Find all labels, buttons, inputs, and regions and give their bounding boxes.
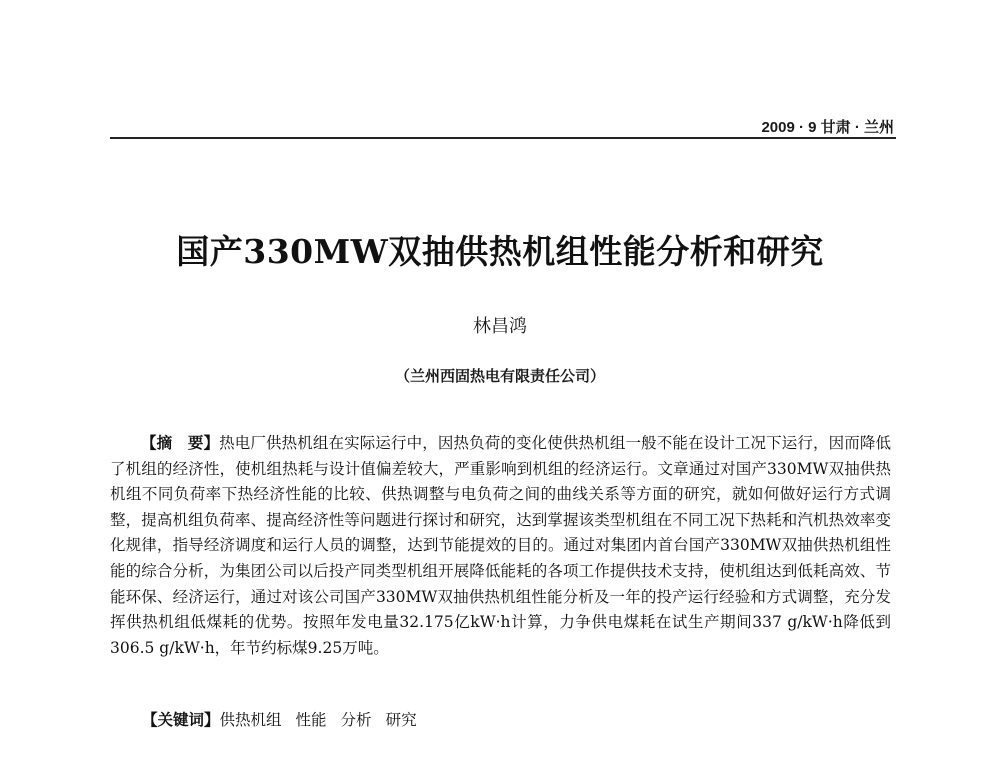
abstract <box>110 430 891 661</box>
abstract-text: 热电厂供热机组在实际运行中，因热负荷的变化使供热机组一般不能在设计工况下运行，因而降低了机组的经济性，使机组热耗与设计值偏差较大，严重影响到机组的经济运行。文章通过对国产330MW双抽供热机组不同负荷率下热经济性能的比较、供热调整与电负荷之间的曲线关系等方面的研究，就如何做好运行方式调整，提高机组负荷率、提高经济性等问题进行探讨和研究，达到掌握该类型机组在不同工况下热耗和汽机热效率变化规律，指导经济调度和运行人员的调整，达到节能提效的目的。通过对集团内首台国产330MW双抽供热机组性能的综合分析，为集团公司以后投产同类型机组开展降低能耗的各项工作提供技术支持，使机组达到低耗高效、节能环保、经济运行，通过对该公司国产330MW双抽供热机组性能分析及一年的投产运行经验和方式调整，充分发挥供热机组低煤耗的优势。按照年发电量32.175亿kW·h计算，力争供电煤耗在试生产期间337 g/kW·h降低到306.5 g/kW·h，年节约标煤9.25万吨。 <box>110 434 891 657</box>
journal-meta: 2009 · 9 甘肃 · 兰州 <box>761 119 894 136</box>
keywords-label: 【关键词】 <box>142 710 220 729</box>
author-affiliation: （兰州西固热电有限责任公司） <box>394 367 605 385</box>
header-rule <box>110 137 896 139</box>
keyword: 研究 <box>385 711 417 729</box>
keyword: 性能 <box>295 711 327 729</box>
abstract-label: 【摘 要】 <box>141 433 220 452</box>
author-name: 林昌鸿 <box>473 316 527 337</box>
keyword: 分析 <box>340 711 372 729</box>
keywords <box>142 708 431 730</box>
paper-title: 国产330MW双抽供热机组性能分析和研究 <box>176 232 824 271</box>
keyword: 供热机组 <box>219 711 282 729</box>
